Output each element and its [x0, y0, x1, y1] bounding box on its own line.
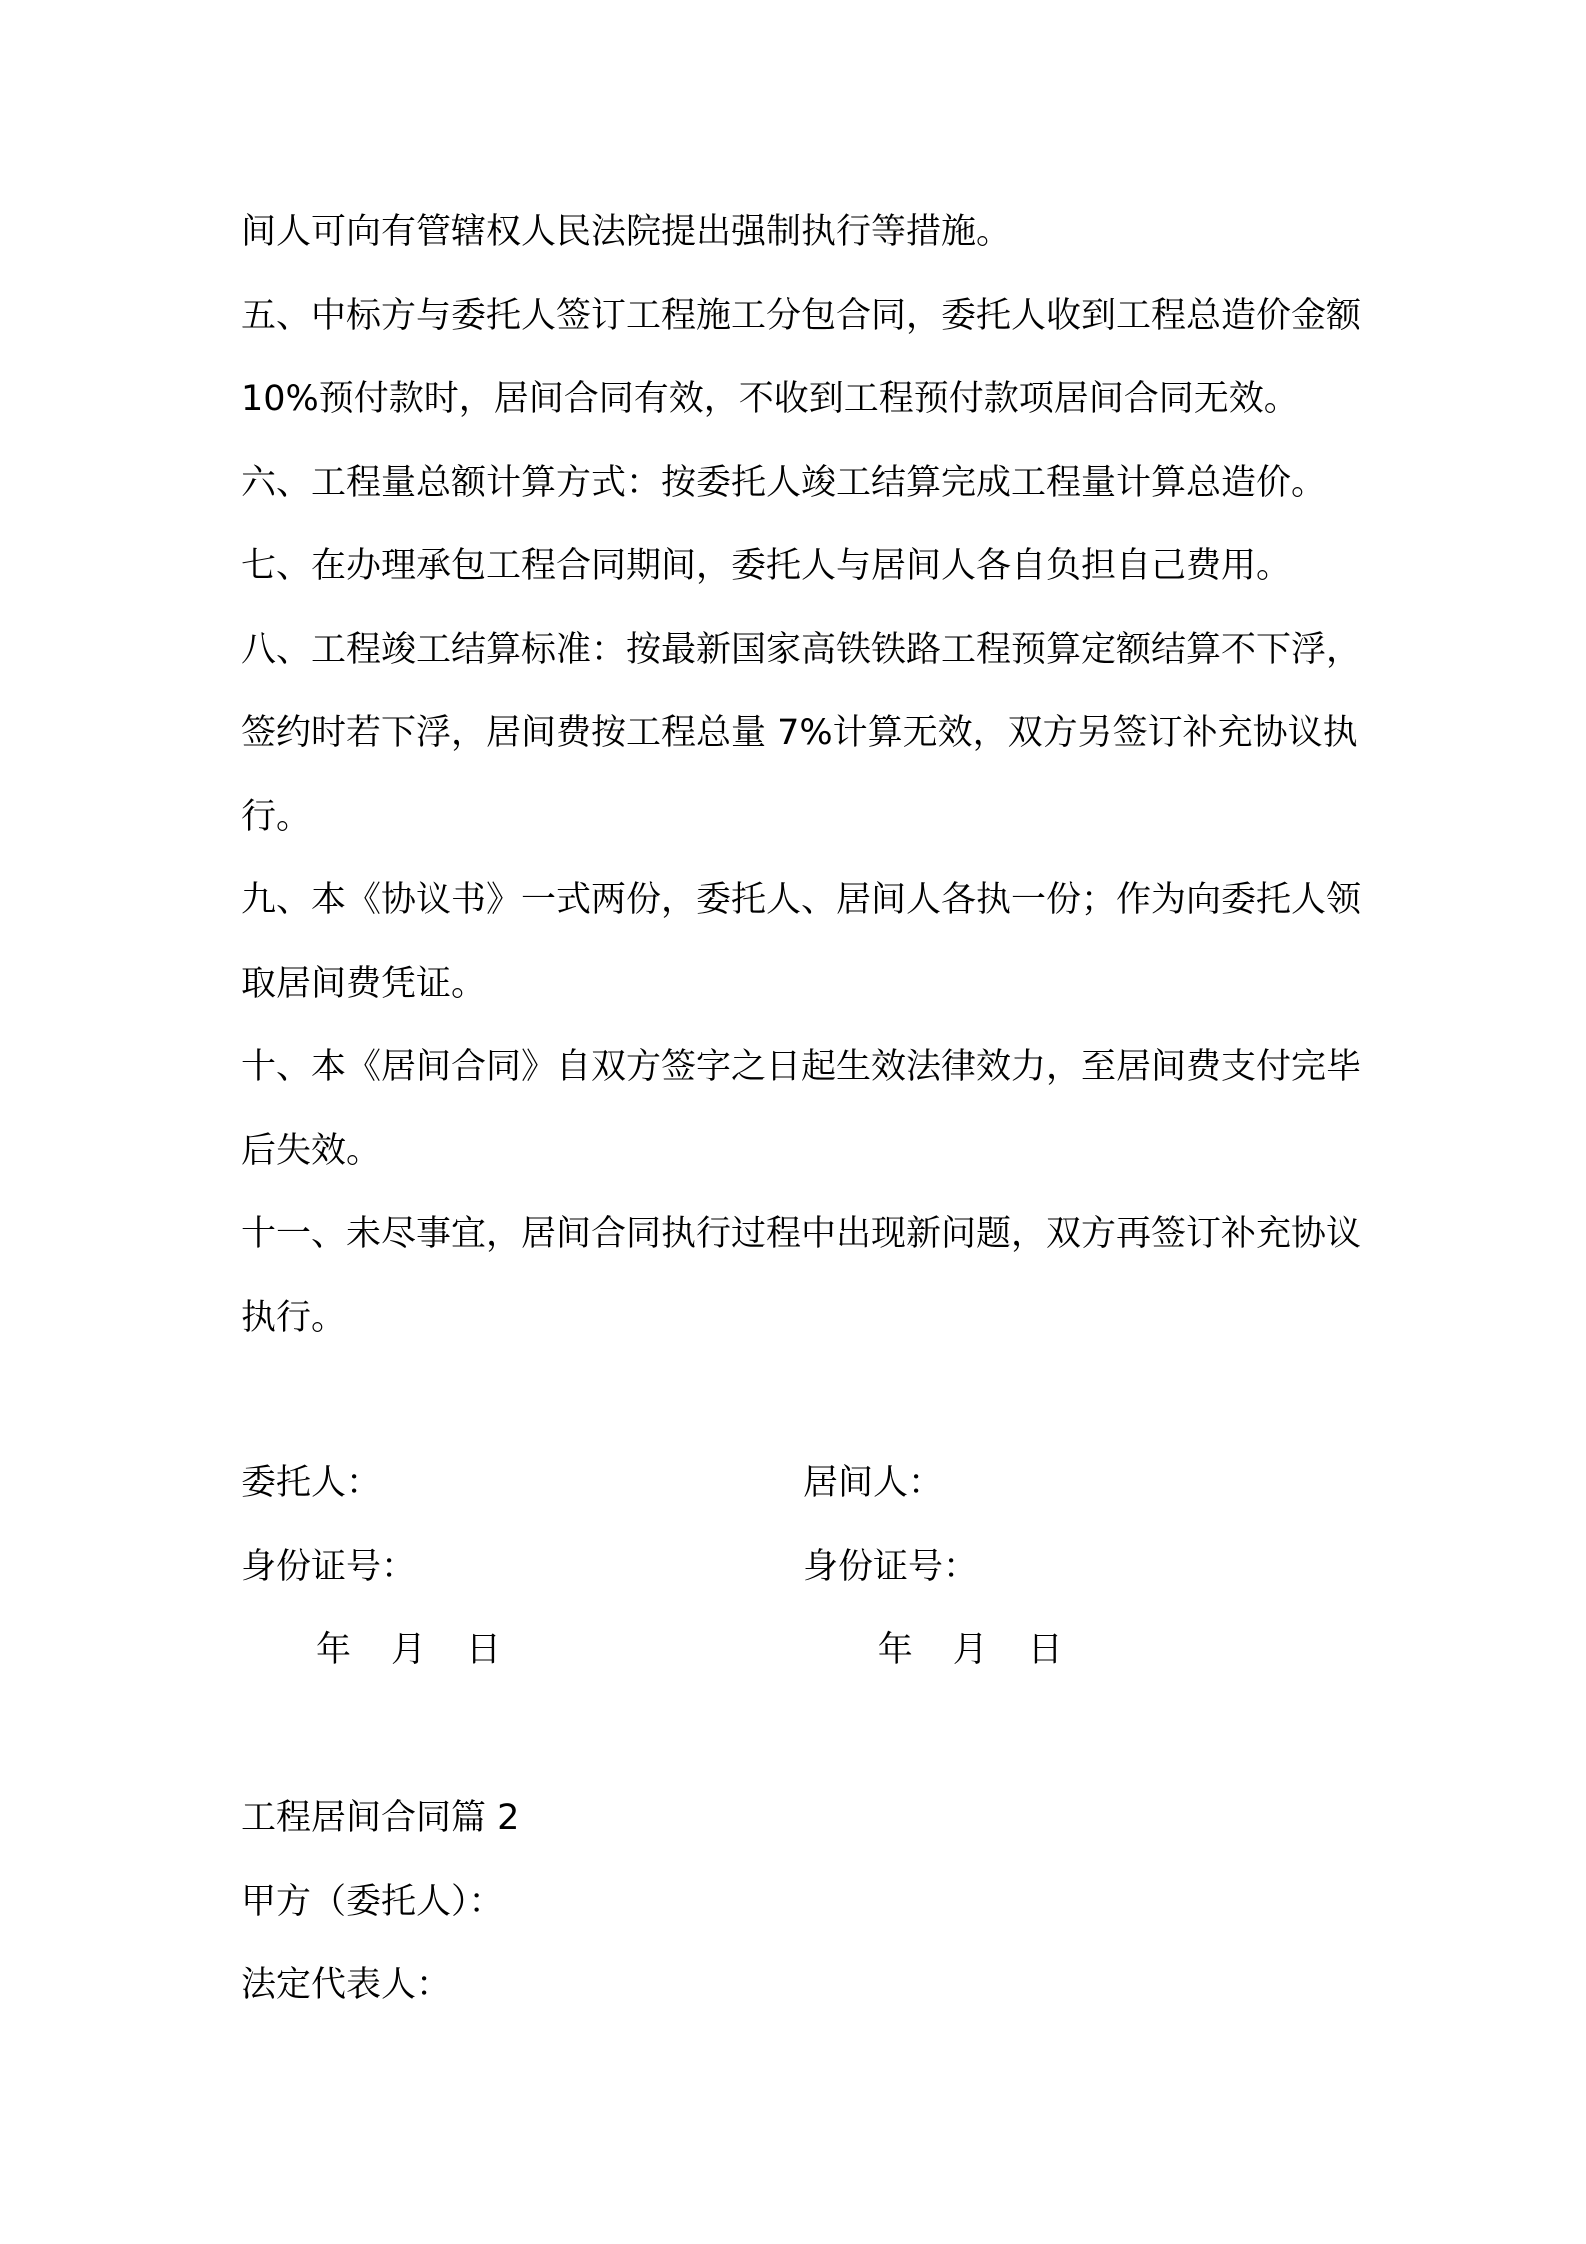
intermediary-label: 居间人：	[803, 1463, 944, 1503]
id-row	[241, 1526, 1361, 1610]
client-id-label: 身份证号：	[241, 1546, 417, 1587]
intermediary-id-label: 身份证号：	[803, 1546, 979, 1587]
clause-11: 十一、未尽事宜，居间合同执行过程中出现新问题，双方再签订补充协议执行。	[241, 1214, 1362, 1338]
day-label: 日	[1027, 1630, 1063, 1670]
clause-continuation: 间人可向有管辖权人民法院提出强制执行等措施。	[241, 212, 1012, 252]
clause-10: 十、本《居间合同》自双方签字之日起生效法律效力，至居间费支付完毕后失效。	[241, 1047, 1362, 1171]
clause-7: 七、在办理承包工程合同期间，委托人与居间人各自负担自己费用。	[241, 546, 1292, 586]
section-2-title: 工程居间合同篇 2	[241, 1798, 520, 1838]
party-row	[241, 1442, 1361, 1526]
legal-representative-label: 法定代表人：	[241, 1965, 452, 2005]
section-2	[241, 1777, 1361, 2028]
clause-8: 八、工程竣工结算标准：按最新国家高铁铁路工程预算定额结算不下浮，签约时若下浮，居间费按工程总量 7%计算无效，双方另签订补充协议执行。	[241, 629, 1362, 837]
signature-block	[241, 1442, 1361, 1693]
year-label: 年	[877, 1630, 913, 1670]
day-label: 日	[466, 1630, 502, 1670]
clause-6: 六、工程量总额计算方式：按委托人竣工结算完成工程量计算总造价。	[241, 462, 1327, 503]
month-label: 月	[952, 1630, 988, 1670]
client-date	[241, 1609, 803, 1693]
clause-5: 五、中标方与委托人签订工程施工分包合同，委托人收到工程总造价金额 10%预付款时，居间合同有效，不收到工程预付款项居间合同无效。	[241, 295, 1362, 419]
clause-9: 九、本《协议书》一式两份，委托人、居间人各执一份；作为向委托人领取居间费凭证。	[241, 880, 1362, 1004]
intermediary-date	[803, 1609, 1361, 1693]
year-label: 年	[316, 1630, 352, 1670]
month-label: 月	[391, 1630, 427, 1670]
date-row	[241, 1609, 1361, 1693]
party-a-label: 甲方（委托人）：	[241, 1881, 504, 1922]
contract-clauses	[241, 191, 1361, 1360]
client-label: 委托人：	[241, 1463, 382, 1503]
